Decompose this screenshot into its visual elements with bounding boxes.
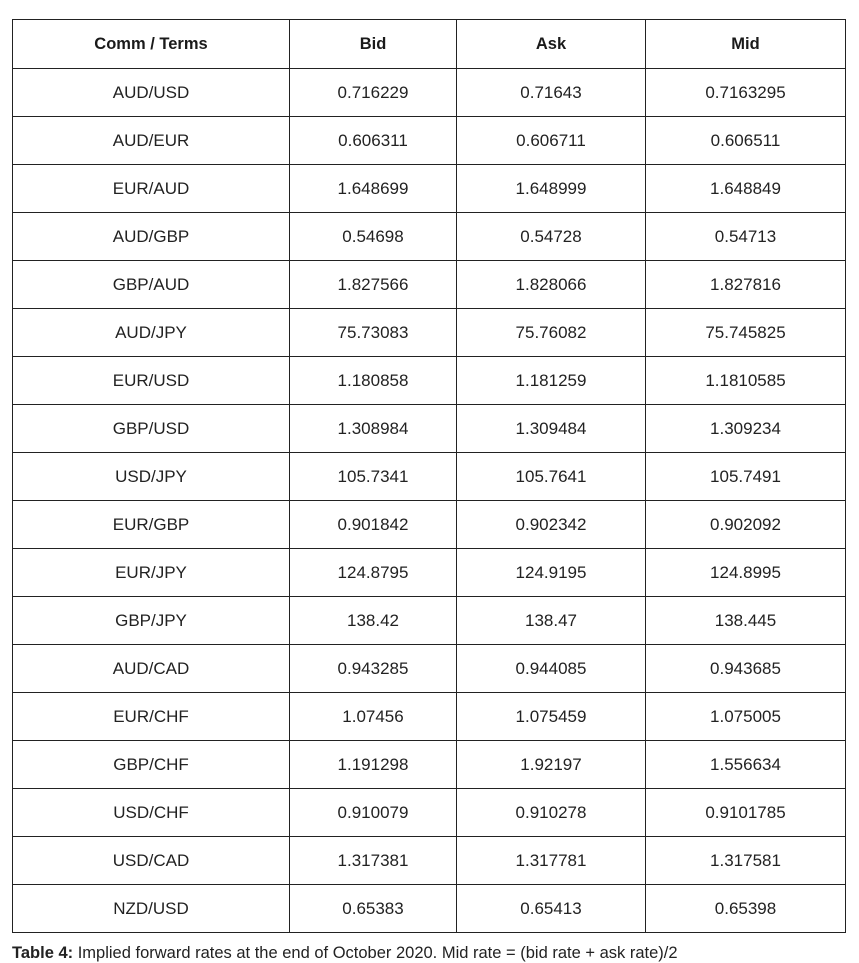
- cell-pair: EUR/GBP: [13, 501, 290, 549]
- cell-bid: 0.606311: [290, 117, 457, 165]
- table-row: [13, 357, 846, 405]
- cell-pair: EUR/JPY: [13, 549, 290, 597]
- cell-pair: AUD/GBP: [13, 213, 290, 261]
- column-header-mid: Mid: [646, 20, 846, 69]
- cell-ask: 0.54728: [457, 213, 646, 261]
- cell-ask: 75.76082: [457, 309, 646, 357]
- cell-ask: 138.47: [457, 597, 646, 645]
- cell-mid: 0.606511: [646, 117, 846, 165]
- cell-pair: AUD/CAD: [13, 645, 290, 693]
- table-row: [13, 741, 846, 789]
- cell-pair: AUD/USD: [13, 69, 290, 117]
- table-row: [13, 453, 846, 501]
- cell-ask: 1.317781: [457, 837, 646, 885]
- cell-ask: 1.309484: [457, 405, 646, 453]
- cell-mid: 1.1810585: [646, 357, 846, 405]
- table-row: [13, 789, 846, 837]
- table-row: [13, 165, 846, 213]
- cell-bid: 1.191298: [290, 741, 457, 789]
- cell-pair: GBP/CHF: [13, 741, 290, 789]
- table-caption: [12, 944, 678, 963]
- cell-mid: 75.745825: [646, 309, 846, 357]
- cell-bid: 75.73083: [290, 309, 457, 357]
- cell-mid: 138.445: [646, 597, 846, 645]
- cell-pair: AUD/JPY: [13, 309, 290, 357]
- cell-pair: EUR/AUD: [13, 165, 290, 213]
- cell-bid: 138.42: [290, 597, 457, 645]
- cell-ask: 0.910278: [457, 789, 646, 837]
- cell-mid: 105.7491: [646, 453, 846, 501]
- table-row: [13, 837, 846, 885]
- cell-pair: AUD/EUR: [13, 117, 290, 165]
- cell-mid: 1.309234: [646, 405, 846, 453]
- cell-bid: 0.54698: [290, 213, 457, 261]
- forward-rates-table-container: [12, 19, 845, 933]
- cell-ask: 0.606711: [457, 117, 646, 165]
- cell-pair: GBP/JPY: [13, 597, 290, 645]
- cell-pair: NZD/USD: [13, 885, 290, 933]
- cell-ask: 1.648999: [457, 165, 646, 213]
- cell-ask: 0.902342: [457, 501, 646, 549]
- cell-bid: 0.716229: [290, 69, 457, 117]
- table-row: [13, 309, 846, 357]
- table-row: [13, 117, 846, 165]
- table-header-row: [13, 20, 846, 69]
- column-header-ask: Ask: [457, 20, 646, 69]
- cell-mid: 0.943685: [646, 645, 846, 693]
- column-header-bid: Bid: [290, 20, 457, 69]
- caption-text: Implied forward rates at the end of October 2020. Mid rate = (bid rate + ask rate)/2: [73, 944, 678, 962]
- cell-ask: 124.9195: [457, 549, 646, 597]
- cell-pair: USD/CAD: [13, 837, 290, 885]
- cell-bid: 1.317381: [290, 837, 457, 885]
- table-row: [13, 645, 846, 693]
- cell-mid: 124.8995: [646, 549, 846, 597]
- cell-mid: 1.648849: [646, 165, 846, 213]
- table-row: [13, 213, 846, 261]
- table-row: [13, 597, 846, 645]
- cell-pair: USD/JPY: [13, 453, 290, 501]
- cell-bid: 124.8795: [290, 549, 457, 597]
- cell-mid: 1.556634: [646, 741, 846, 789]
- cell-bid: 1.827566: [290, 261, 457, 309]
- cell-mid: 0.9101785: [646, 789, 846, 837]
- column-header-comm-terms: Comm / Terms: [13, 20, 290, 69]
- caption-label: Table 4:: [12, 944, 74, 962]
- cell-mid: 0.65398: [646, 885, 846, 933]
- cell-ask: 1.075459: [457, 693, 646, 741]
- cell-ask: 0.65413: [457, 885, 646, 933]
- cell-pair: GBP/AUD: [13, 261, 290, 309]
- forward-rates-table: [12, 19, 846, 933]
- cell-mid: 1.075005: [646, 693, 846, 741]
- cell-ask: 1.828066: [457, 261, 646, 309]
- cell-bid: 0.65383: [290, 885, 457, 933]
- cell-mid: 0.54713: [646, 213, 846, 261]
- table-row: [13, 693, 846, 741]
- table-row: [13, 69, 846, 117]
- cell-ask: 105.7641: [457, 453, 646, 501]
- cell-mid: 0.7163295: [646, 69, 846, 117]
- cell-mid: 0.902092: [646, 501, 846, 549]
- cell-mid: 1.827816: [646, 261, 846, 309]
- cell-ask: 1.92197: [457, 741, 646, 789]
- cell-ask: 0.944085: [457, 645, 646, 693]
- cell-pair: USD/CHF: [13, 789, 290, 837]
- table-row: [13, 885, 846, 933]
- cell-mid: 1.317581: [646, 837, 846, 885]
- cell-ask: 0.71643: [457, 69, 646, 117]
- table-row: [13, 261, 846, 309]
- cell-bid: 0.943285: [290, 645, 457, 693]
- table-row: [13, 501, 846, 549]
- cell-bid: 1.07456: [290, 693, 457, 741]
- cell-bid: 1.180858: [290, 357, 457, 405]
- cell-bid: 1.648699: [290, 165, 457, 213]
- cell-bid: 0.901842: [290, 501, 457, 549]
- cell-pair: EUR/CHF: [13, 693, 290, 741]
- table-row: [13, 405, 846, 453]
- cell-ask: 1.181259: [457, 357, 646, 405]
- cell-bid: 0.910079: [290, 789, 457, 837]
- table-row: [13, 549, 846, 597]
- cell-pair: GBP/USD: [13, 405, 290, 453]
- cell-bid: 1.308984: [290, 405, 457, 453]
- cell-bid: 105.7341: [290, 453, 457, 501]
- cell-pair: EUR/USD: [13, 357, 290, 405]
